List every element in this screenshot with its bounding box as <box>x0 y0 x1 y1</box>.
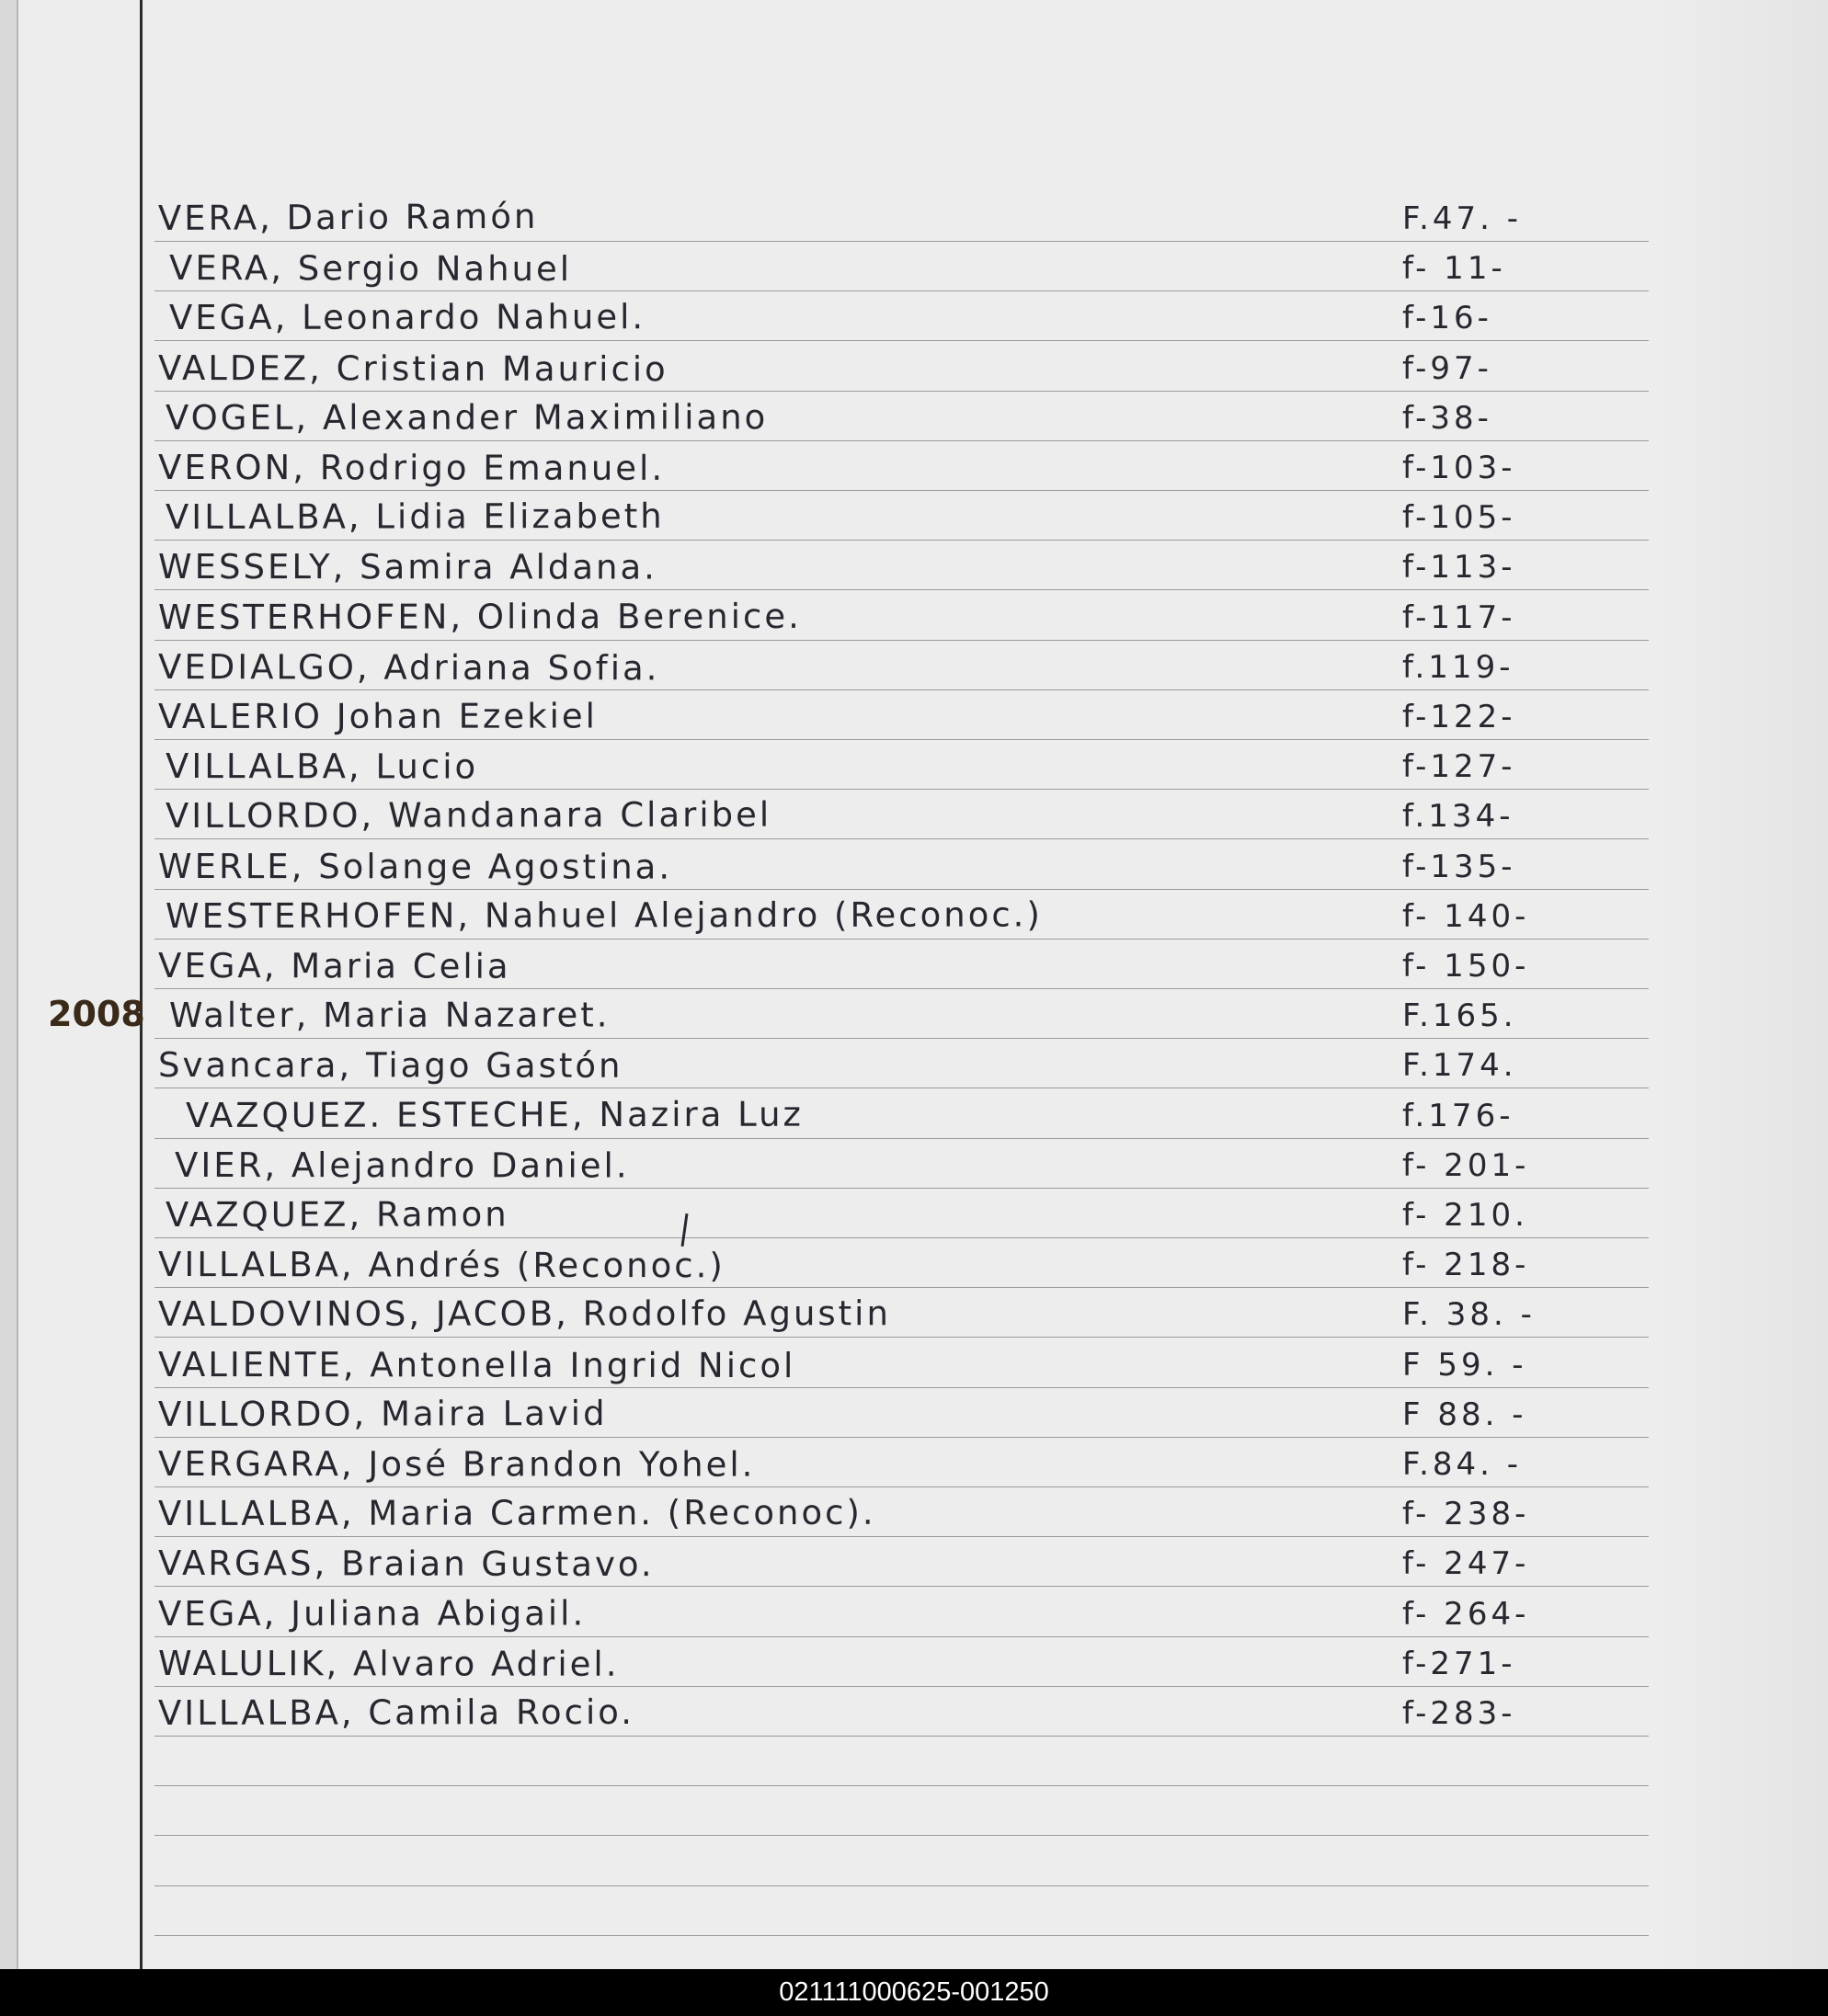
entry-folio: f.176- <box>1402 1098 1514 1134</box>
entry-name: VEGA, Leonardo Nahuel. <box>168 297 646 337</box>
entry-folio: f- 140- <box>1402 898 1530 935</box>
entry-name: VALERIO Johan Ezekiel <box>157 696 598 736</box>
entry-folio: f-271- <box>1402 1646 1516 1682</box>
entry-name: WESTERHOFEN, Nahuel Alejandro (Reconoc.) <box>165 894 1043 936</box>
entry-name: Svancara, Tiago Gastón <box>158 1045 623 1086</box>
ruled-line <box>154 1736 1649 1737</box>
ruled-line <box>154 1686 1649 1687</box>
entry-folio: f.134- <box>1402 798 1514 835</box>
entry-folio: F. 38. - <box>1402 1296 1536 1333</box>
entry-folio: f-97- <box>1402 350 1492 387</box>
entry-name: VAZQUEZ, Ramon <box>165 1194 509 1235</box>
ruled-line <box>154 1237 1649 1238</box>
entry-folio: f-105- <box>1402 499 1516 536</box>
entry-name: VILLORDO, Maira Lavid <box>157 1393 608 1434</box>
ruled-line <box>154 241 1649 242</box>
entry-folio: F.174. <box>1402 1047 1517 1084</box>
entry-name: VEGA, Juliana Abigail. <box>157 1593 587 1634</box>
entry-name: VIER, Alejandro Daniel. <box>175 1145 630 1186</box>
entry-name: VILLALBA, Maria Carmen. (Reconoc). <box>157 1492 876 1533</box>
ruled-line <box>154 640 1649 641</box>
entry-name: VILLALBA, Lucio <box>166 746 479 787</box>
ruled-line <box>154 1138 1649 1139</box>
entry-folio: f-283- <box>1402 1695 1516 1732</box>
ruled-line <box>154 889 1649 890</box>
ruled-line <box>154 440 1649 441</box>
entry-folio: f-103- <box>1402 450 1516 486</box>
page-left-edge <box>0 0 17 1969</box>
ruled-line <box>154 490 1649 491</box>
ruled-line <box>154 1835 1649 1836</box>
ruled-line <box>154 838 1649 839</box>
entry-name: VALIENTE, Antonella Ingrid Nicol <box>158 1345 796 1386</box>
ruled-line <box>154 290 1649 291</box>
entry-name: VEDIALGO, Adriana Sofia. <box>158 647 660 689</box>
entry-name: VERGARA, José Brandon Yohel. <box>158 1444 756 1485</box>
entry-folio: f- 218- <box>1402 1247 1530 1283</box>
ruled-line <box>154 1636 1649 1637</box>
ruled-line <box>154 391 1649 392</box>
entry-name: VILLORDO, Wandanara Claribel <box>165 794 772 836</box>
entry-folio: f-113- <box>1402 549 1516 586</box>
entry-folio: f.119- <box>1402 649 1514 686</box>
entry-folio: F.47. - <box>1402 200 1523 237</box>
ruled-line <box>154 340 1649 341</box>
entry-name: VERA, Dario Ramón <box>157 196 539 238</box>
ruled-line <box>154 739 1649 740</box>
entry-folio: f-122- <box>1402 699 1516 735</box>
ruled-line <box>154 939 1649 940</box>
entry-name: VOGEL, Alexander Maximiliano <box>165 397 769 438</box>
ruled-line <box>154 1586 1649 1587</box>
entry-name: Walter, Maria Nazaret. <box>168 995 611 1035</box>
ruled-line <box>154 1437 1649 1438</box>
entry-name: VARGAS, Braian Gustavo. <box>158 1543 655 1585</box>
entry-folio: f- 11- <box>1402 250 1506 287</box>
entry-folio: F.84. - <box>1402 1446 1523 1483</box>
ruled-line <box>154 1486 1649 1487</box>
ruled-line <box>154 988 1649 989</box>
ruled-line <box>154 540 1649 541</box>
entry-name: WERLE, Solange Agostina. <box>158 847 673 887</box>
entry-name: VILLALBA, Andrés (Reconoc.) <box>158 1245 725 1286</box>
ruled-line <box>154 1188 1649 1189</box>
ruled-line <box>154 1885 1649 1886</box>
ruled-line <box>154 1038 1649 1039</box>
entry-folio: f- 201- <box>1402 1147 1530 1184</box>
margin-year-note: 2008 <box>48 994 145 1034</box>
ruled-line <box>154 689 1649 690</box>
ruled-line <box>154 1785 1649 1786</box>
entry-name: WALULIK, Alvaro Adriel. <box>158 1644 620 1684</box>
ruled-line <box>154 1935 1649 1936</box>
entry-name: VILLALBA, Lidia Elizabeth <box>165 495 665 537</box>
entry-folio: f-16- <box>1402 300 1492 336</box>
entry-folio: F.165. <box>1402 997 1517 1034</box>
entry-folio: f-135- <box>1402 849 1516 885</box>
ruled-line <box>154 789 1649 790</box>
entry-name: VAZQUEZ. ESTECHE, Nazira Luz <box>185 1094 804 1135</box>
entry-folio: F 59. - <box>1402 1347 1527 1384</box>
ruled-line <box>154 589 1649 590</box>
margin-rule <box>140 0 143 1969</box>
entry-folio: f-38- <box>1402 400 1492 437</box>
entry-name: VEGA, Maria Celia <box>158 946 511 986</box>
document-code: 021111000625-001250 <box>779 1977 1049 2007</box>
entry-name: WESSELY, Samira Aldana. <box>158 547 657 587</box>
entry-name: WESTERHOFEN, Olinda Berenice. <box>157 596 802 637</box>
entry-name: VERON, Rodrigo Emanuel. <box>158 448 666 488</box>
ruled-line <box>154 1387 1649 1388</box>
entry-folio: f- 247- <box>1402 1545 1530 1582</box>
entry-folio: f-117- <box>1402 599 1516 636</box>
entry-folio: f-127- <box>1402 748 1516 785</box>
entry-name: VILLALBA, Camila Rocio. <box>157 1691 635 1733</box>
entry-name: VALDOVINOS, JACOB, Rodolfo Agustin <box>157 1293 891 1334</box>
entry-folio: f- 238- <box>1402 1496 1530 1532</box>
ruled-line <box>154 1287 1649 1288</box>
ruled-line <box>154 1337 1649 1338</box>
entry-folio: f- 264- <box>1402 1596 1530 1633</box>
entry-name: VALDEZ, Cristian Mauricio <box>158 348 668 390</box>
entry-folio: f- 210. <box>1402 1197 1528 1234</box>
entry-folio: F 88. - <box>1402 1396 1527 1433</box>
stray-pen-mark <box>681 1213 689 1247</box>
ruled-line <box>154 1536 1649 1537</box>
page-left-edge-line <box>17 0 18 1969</box>
entry-name: VERA, Sergio Nahuel <box>169 248 573 290</box>
page-right-shadow <box>1655 0 1828 1969</box>
entry-folio: f- 150- <box>1402 948 1530 985</box>
